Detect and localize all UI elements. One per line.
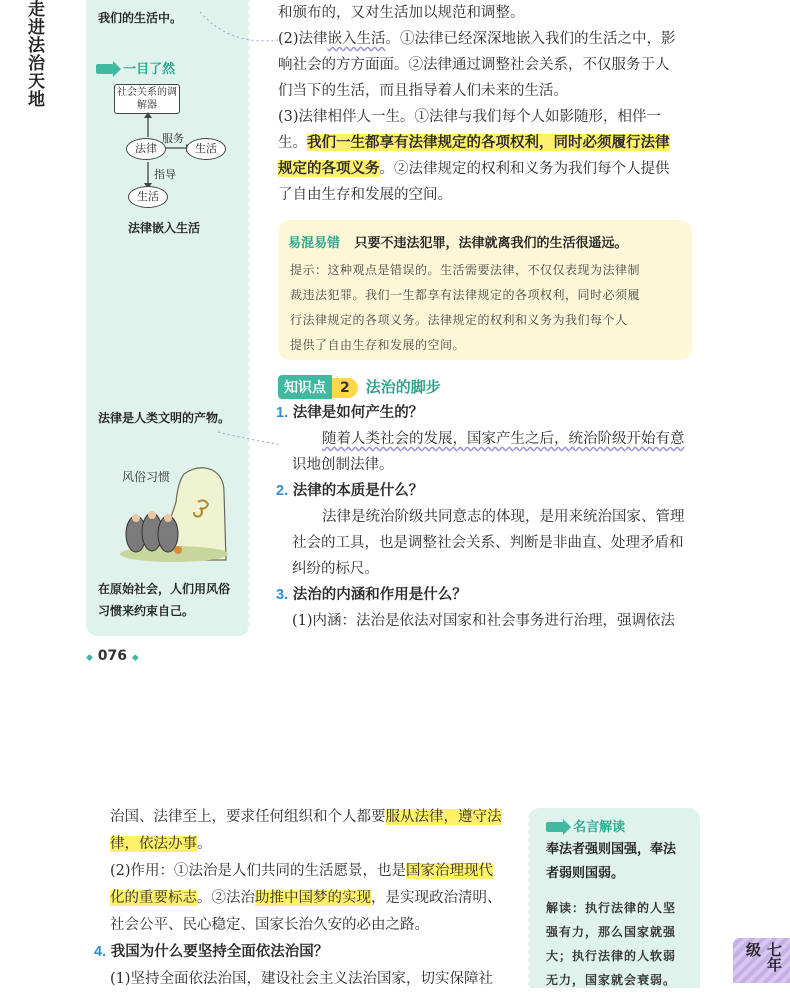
quote-text — [546, 838, 676, 886]
main-text-bottom — [94, 804, 520, 993]
explain-line: 解读：执行法律的人坚 — [546, 901, 677, 915]
arrow-icon — [546, 822, 564, 832]
text-span: 。②法治 — [197, 890, 255, 906]
highlight-text: 化的重要标志 — [110, 890, 197, 906]
question-3 — [276, 582, 698, 608]
diagram-node-life-bottom: 生活 — [128, 186, 168, 208]
question-number: 4. — [94, 944, 107, 960]
text-line — [110, 831, 520, 858]
kp-label: 知识点 — [278, 375, 332, 399]
highlight-text: 服从法律，遵守法 — [385, 809, 502, 825]
mistake-hint — [290, 258, 685, 358]
question-number: 2. — [276, 483, 289, 499]
diagram-node-law: 法律 — [126, 138, 166, 160]
answer-line — [276, 426, 698, 452]
highlight-text: 我们一生都享有法律规定的各项权利，同时必须履行法律 — [307, 134, 670, 151]
kp-title: 法治的脚步 — [365, 378, 441, 396]
quote-line: 奉法者强则国强，奉法 — [546, 842, 677, 857]
question-1 — [276, 400, 698, 426]
mistake-tag: 易混易错 — [288, 236, 341, 251]
diagram-center-box: 社会关系的调解器 — [114, 84, 180, 114]
primitive-society-illustration — [114, 462, 230, 568]
quote-header — [546, 816, 625, 835]
text-line: 和颁布的，又对生活加以规范和调整。 — [278, 5, 525, 21]
question-title: 法律是如何产生的？ — [292, 405, 424, 421]
text-line — [278, 156, 698, 182]
diagram-edge-guide: 指导 — [154, 168, 176, 181]
main-text-top — [278, 0, 698, 208]
quote-line: 者弱则国弱。 — [546, 866, 625, 881]
text-span: 治国、法律至上，要求任何组织和个人都要 — [110, 809, 386, 825]
hint-line: 裁违法犯罪。我们一生都享有法律规定的各项权利，同时必须履 — [290, 288, 641, 302]
answer-line: (1)内涵：法治是依法对国家和社会事务进行治理，强调依法 — [292, 613, 676, 629]
mistake-heading — [288, 232, 628, 251]
answer-line: 社会的工具，也是调整社会关系、判断是非曲直、处理矛盾和 — [292, 535, 684, 551]
note-fragment: 我们的生活中。 — [98, 11, 183, 25]
page-number-value: 076 — [97, 648, 128, 664]
text-line — [110, 804, 520, 831]
hint-line: 提供了自由生存和发展的空间。 — [290, 338, 466, 352]
hint-line: 提示：这种观点是错误的。生活需要法律，不仅仅表现为法律制 — [290, 263, 641, 277]
text-line: (3)法律相伴人一生。①法律与我们每个人如影随形，相伴一 — [278, 109, 662, 125]
custom-label: 风俗习惯 — [122, 470, 171, 484]
text-line: 了自由生存和发展的空间。 — [278, 187, 452, 203]
question-title: 法律的本质是什么？ — [292, 483, 424, 499]
highlight-text: 规定的各项义务 — [278, 160, 380, 177]
answer-line: 纠纷的标尺。 — [292, 561, 379, 577]
diamond-icon: ◆ — [131, 653, 139, 663]
question-4 — [94, 939, 520, 966]
highlight-text: 国家治理现代 — [406, 863, 494, 879]
quote-panel — [528, 808, 700, 988]
glance-header-label: 一目了然 — [123, 62, 176, 77]
answer-line: 识地创制法律。 — [292, 457, 394, 473]
underlined-term: 嵌入生活 — [327, 31, 386, 47]
knowledge-point-header — [278, 375, 441, 399]
diagram-node-life-right: 生活 — [186, 138, 226, 160]
highlight-text: 律，依法办事 — [110, 836, 197, 852]
text-span: ，是实现政治清明、 — [371, 890, 502, 906]
question-number: 1. — [276, 405, 289, 421]
explain-line: 大；执行法律的人软弱 — [546, 949, 677, 963]
mistake-title: 只要不违法犯罪，法律就离我们的生活很遥远。 — [354, 236, 628, 251]
side-tab-title: 走进法治天地 — [24, 0, 44, 108]
paragraph-embed-life — [278, 26, 698, 52]
explain-line: 强有力，那么国家就强 — [546, 925, 677, 939]
grade-tab — [733, 938, 790, 983]
hint-line: 行法律规定的各项义务。法律规定的权利和义务为我们每个人 — [290, 313, 628, 327]
text-line: (1)坚持全面依法治国，建设社会主义法治国家，切实保障社 — [110, 971, 494, 987]
text-line: 们当下的生活，而且指导着人们未来的生活。 — [278, 83, 568, 99]
diagram-caption: 法律嵌入生活 — [128, 221, 201, 235]
note-primitive: 在原始社会，人们用风俗习惯来约束自己。 — [98, 582, 231, 618]
text-span: (2)法律 — [278, 31, 328, 47]
note-civilization: 法律是人类文明的产物。 — [98, 411, 231, 425]
grade-tab-label: 七年级 — [744, 942, 783, 972]
diamond-icon: ◆ — [86, 653, 93, 663]
question-2 — [276, 478, 698, 504]
text-line — [110, 885, 520, 912]
answer-line: 法律是统治阶级共同意志的体现，是用来统治国家、管理 — [322, 509, 685, 525]
paragraph-lifelong — [278, 130, 698, 156]
kp-number: 2 — [332, 378, 358, 398]
text-line — [110, 858, 520, 885]
text-line: 响社会的方方面面。②法律通过调整社会关系，不仅服务于人 — [278, 57, 670, 73]
answer-text: 随着人类社会的发展，国家产生之后，统治阶级开始有意 — [322, 431, 685, 447]
text-span: (2)作用：①法治是人们共同的生活愿景，也是 — [110, 863, 407, 879]
text-line: 社会公平、民心稳定、国家长治久安的必由之路。 — [110, 917, 429, 933]
panel-zigzag-edge — [524, 808, 532, 988]
text-span: 。 — [197, 836, 212, 852]
highlight-text: 助推中国梦的实现 — [255, 890, 371, 906]
question-title: 法治的内涵和作用是什么？ — [292, 587, 467, 603]
dotted-connectors — [170, 0, 280, 460]
text-span: 。②法律规定的权利和义务为我们每个人提供 — [379, 161, 670, 177]
text-span: 生。 — [278, 135, 307, 151]
common-mistake-box — [278, 220, 692, 360]
quote-header-label: 名言解读 — [573, 820, 626, 835]
text-span: 。①法律已经深深地嵌入我们的生活之中，影 — [385, 31, 676, 47]
questions-block — [276, 400, 698, 634]
question-title: 我国为什么要坚持全面依法治国？ — [110, 944, 329, 960]
question-number: 3. — [276, 587, 289, 603]
quote-explain — [546, 896, 676, 992]
explain-line: 无力，国家就会衰弱。 — [546, 973, 677, 987]
diagram-edge-service: 服务 — [162, 132, 184, 145]
page-number — [86, 648, 139, 664]
